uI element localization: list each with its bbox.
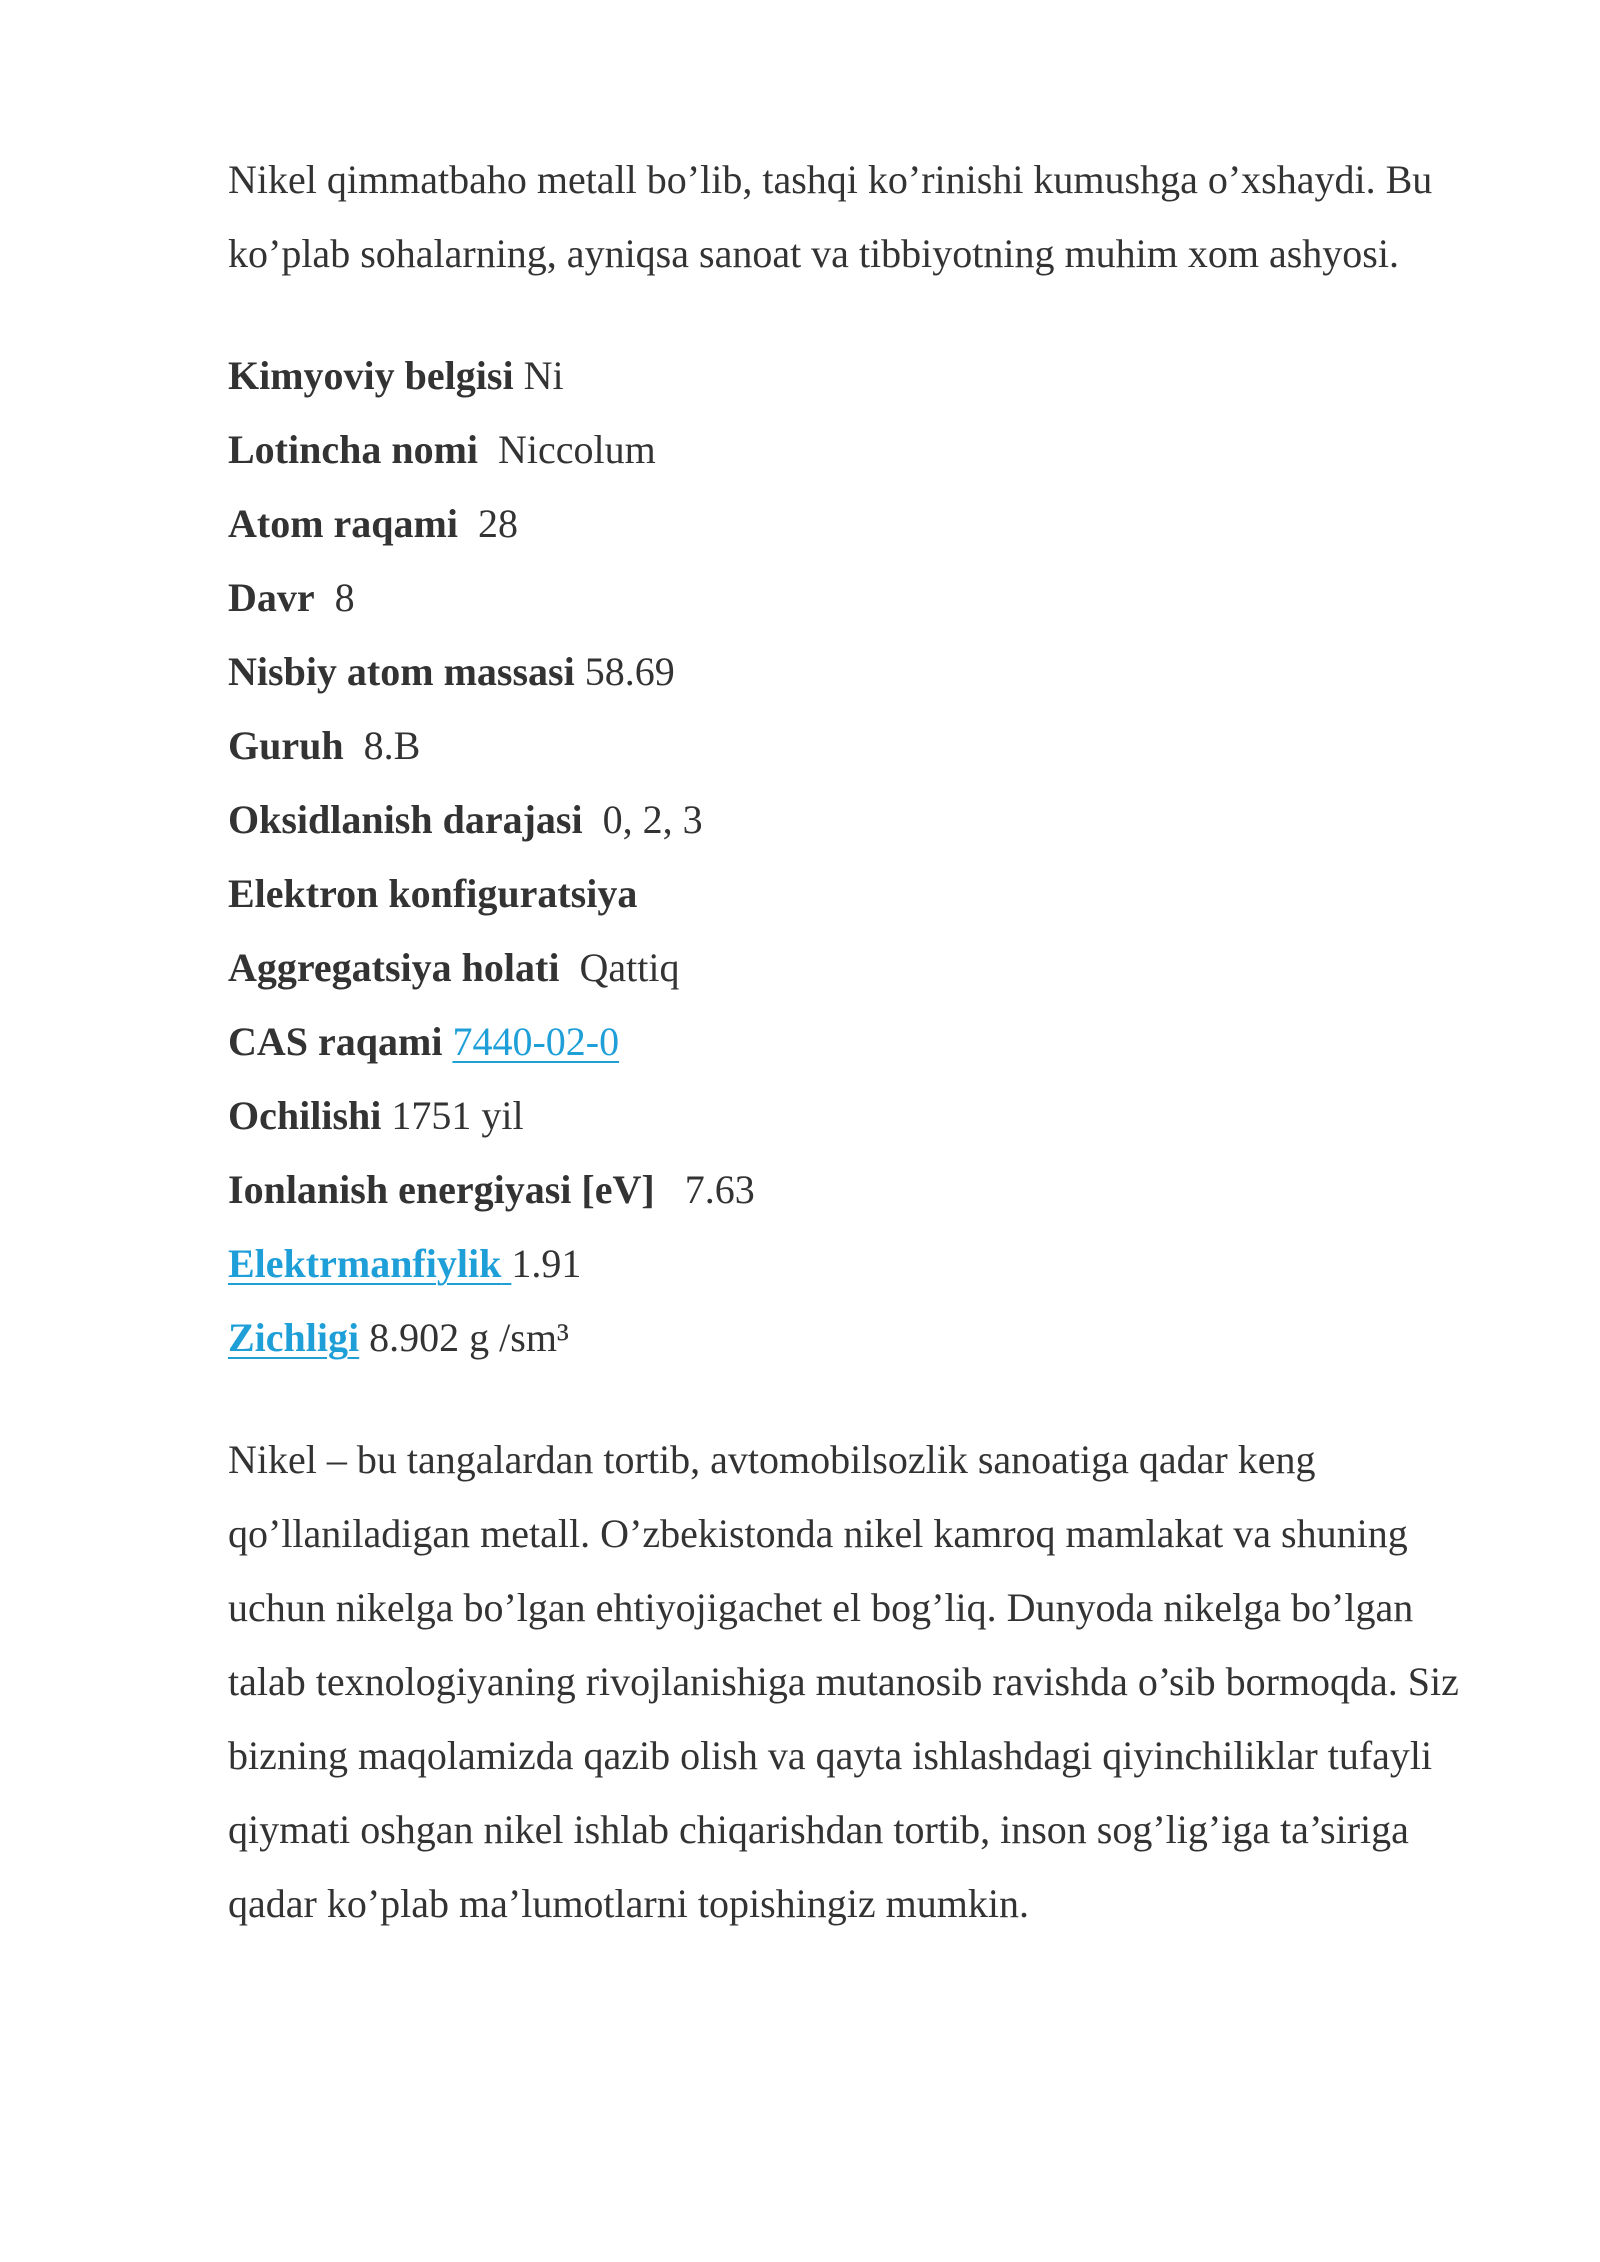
document-content [228,143,1498,1941]
electronegativity-link[interactable]: Elektrmanfiylik [228,1241,502,1286]
property-label: Lotincha nomi [228,427,479,472]
property-row [228,487,1498,561]
property-row [228,561,1498,635]
electronegativity-link-space[interactable] [501,1241,511,1286]
property-value: 1.91 [511,1241,582,1286]
property-label: Elektron konfiguratsiya [228,871,638,916]
property-row [228,413,1498,487]
property-row [228,339,1498,413]
property-row [228,783,1498,857]
property-row [228,635,1498,709]
property-label: Ionlanish energiyasi [eV] [228,1167,655,1212]
property-value: 8 [334,575,355,620]
property-row [228,1301,1498,1375]
property-value: 0, 2, 3 [602,797,703,842]
property-row [228,931,1498,1005]
property-value: Niccolum [498,427,656,472]
property-row [228,1079,1498,1153]
property-row [228,709,1498,783]
property-label: Kimyoviy belgisi [228,353,514,398]
property-label: Ochilishi [228,1093,382,1138]
intro-paragraph: Nikel qimmatbaho metall bo’lib, tashqi ko’rinishi kumushga o’xshaydi. Bu ko’plab sohalarning, ayniqsa sanoat va tibbiyotning muhim xom ashyosi. [228,157,1433,276]
property-value: 1751 yil [391,1093,524,1138]
property-label: Guruh [228,723,344,768]
property-value: 8.B [363,723,421,768]
property-label: CAS raqami [228,1019,443,1064]
cas-number-link[interactable]: 7440-02-0 [452,1019,620,1064]
property-value: 7.63 [684,1167,755,1212]
property-label: Nisbiy atom massasi [228,649,575,694]
property-value: Qattiq [579,945,680,990]
property-value: Ni [523,353,564,398]
property-row [228,857,1498,931]
property-value: 58.69 [584,649,675,694]
property-label: Oksidlanish darajasi [228,797,583,842]
body-paragraph: Nikel – bu tangalardan tortib, avtomobilsozlik sanoatiga qadar keng qo’llaniladigan metall. O’zbekistonda nikel kamroq mamlakat va shuning uchun nikelga bo’lgan ehtiyojigachet el bog’liq. Dunyoda nikelga bo’lgan talab texnologiyaning rivojlanishiga mutanosib ravishda o’sib bormoqda. Siz bizning maqolamizda qazib olish va qayta ishlashdagi qiyinchiliklar tufayli qiymati oshgan nikel ishlab chiqarishdan tortib, inson sog’lig’iga ta’siriga qadar ko’plab ma’lumotlarni topishingiz mumkin. [228,1437,1459,1926]
property-label: Aggregatsiya holati [228,945,560,990]
property-value: 28 [477,501,518,546]
density-link[interactable]: Zichligi [228,1315,360,1360]
property-row [228,1153,1498,1227]
properties-list [228,339,1498,1375]
property-label: Atom raqami [228,501,458,546]
property-row [228,1227,1498,1301]
property-label: Davr [228,575,315,620]
property-value: 8.902 g /sm³ [369,1315,569,1360]
property-row [228,1005,1498,1079]
